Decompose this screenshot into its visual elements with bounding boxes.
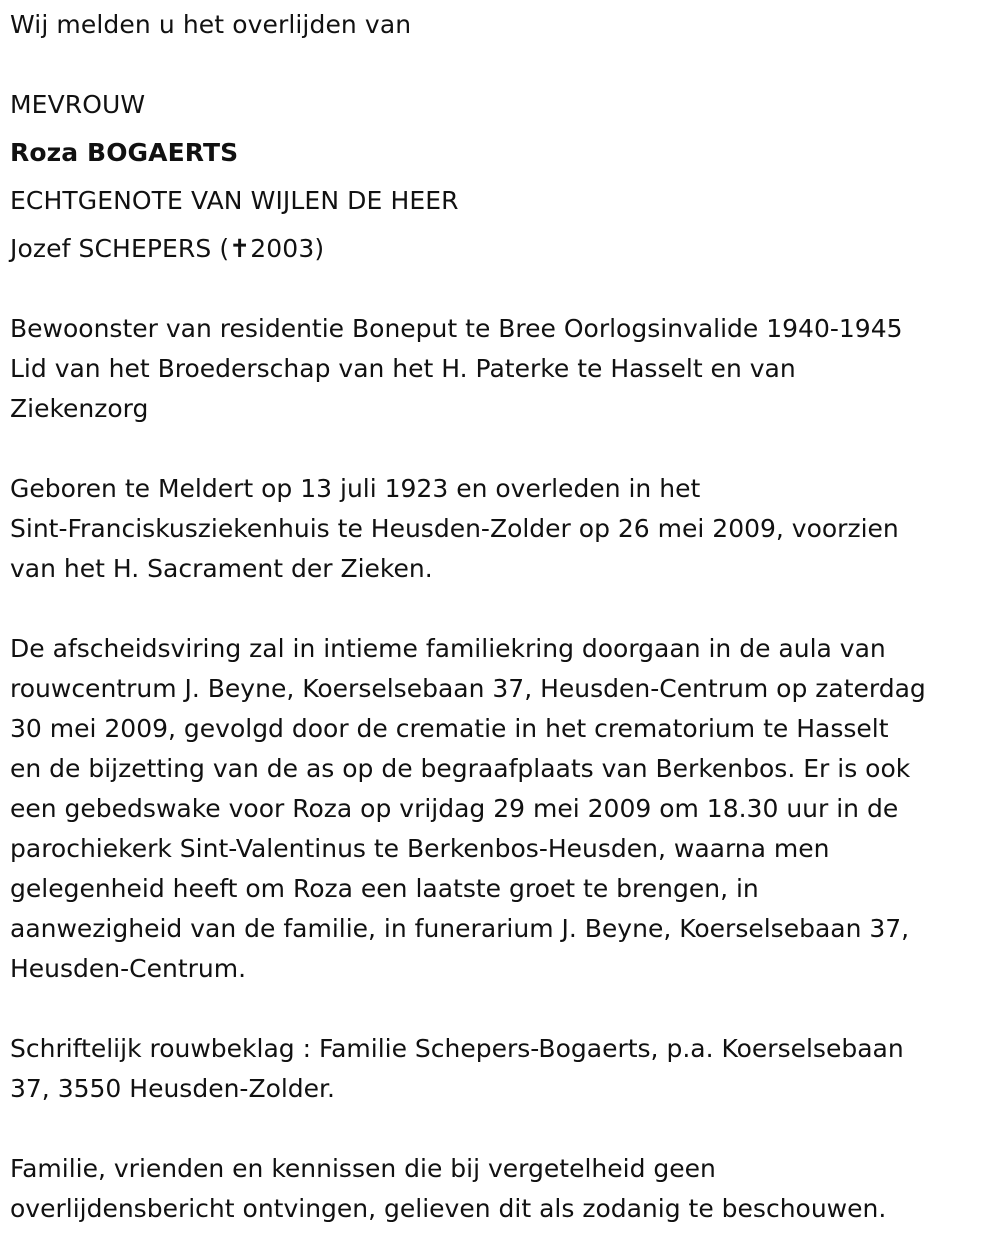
condolence-paragraph [10,1029,985,1109]
paragraph-line: een gebedswake voor Roza op vrijdag 29 mei 2009 om 18.30 uur in de [10,794,899,823]
birth-death-paragraph [10,469,985,589]
spouse-line: Jozef SCHEPERS (✝2003) [10,234,325,263]
paragraph-line: parochiekerk Sint-Valentinus te Berkenbos-Heusden, waarna men [10,834,830,863]
paragraph-line: gelegenheid heeft om Roza een laatste groet te brengen, in [10,874,759,903]
salutation: MEVROUW [10,90,146,119]
closing-paragraph [10,1149,985,1229]
residence-paragraph [10,309,985,429]
paragraph-line: Ziekenzorg [10,394,149,423]
paragraph-line: 37, 3550 Heusden-Zolder. [10,1074,335,1103]
paragraph-line: Familie, vrienden en kennissen die bij vergetelheid geen [10,1154,716,1183]
paragraph-line: van het H. Sacrament der Zieken. [10,554,433,583]
paragraph-line: De afscheidsviring zal in intieme familiekring doorgaan in de aula van [10,634,886,663]
paragraph-line: Heusden-Centrum. [10,954,247,983]
paragraph-line: rouwcentrum J. Beyne, Koerselsebaan 37, Heusden-Centrum op zaterdag [10,674,926,703]
paragraph-line: Lid van het Broederschap van het H. Paterke te Hasselt en van [10,354,796,383]
deceased-name: Roza BOGAERTS [10,138,239,167]
paragraph-line: 30 mei 2009, gevolgd door de crematie in het crematorium te Hasselt [10,714,889,743]
intro-line: Wij melden u het overlijden van [10,10,412,39]
paragraph-line: overlijdensbericht ontvingen, gelieven dit als zodanig te beschouwen. [10,1194,887,1223]
paragraph-line: Sint-Franciskusziekenhuis te Heusden-Zolder op 26 mei 2009, voorzien [10,514,899,543]
paragraph-line: Schriftelijk rouwbeklag : Familie Schepers-Bogaerts, p.a. Koerselsebaan [10,1034,904,1063]
ceremony-paragraph [10,629,985,989]
paragraph-line: Geboren te Meldert op 13 juli 1923 en overleden in het [10,474,701,503]
paragraph-line: Bewoonster van residentie Boneput te Bree Oorlogsinvalide 1940-1945 [10,314,903,343]
paragraph-line: aanwezigheid van de familie, in funerarium J. Beyne, Koerselsebaan 37, [10,914,910,943]
relation-line: ECHTGENOTE VAN WIJLEN DE HEER [10,186,459,215]
paragraph-line: en de bijzetting van de as op de begraafplaats van Berkenbos. Er is ook [10,754,911,783]
